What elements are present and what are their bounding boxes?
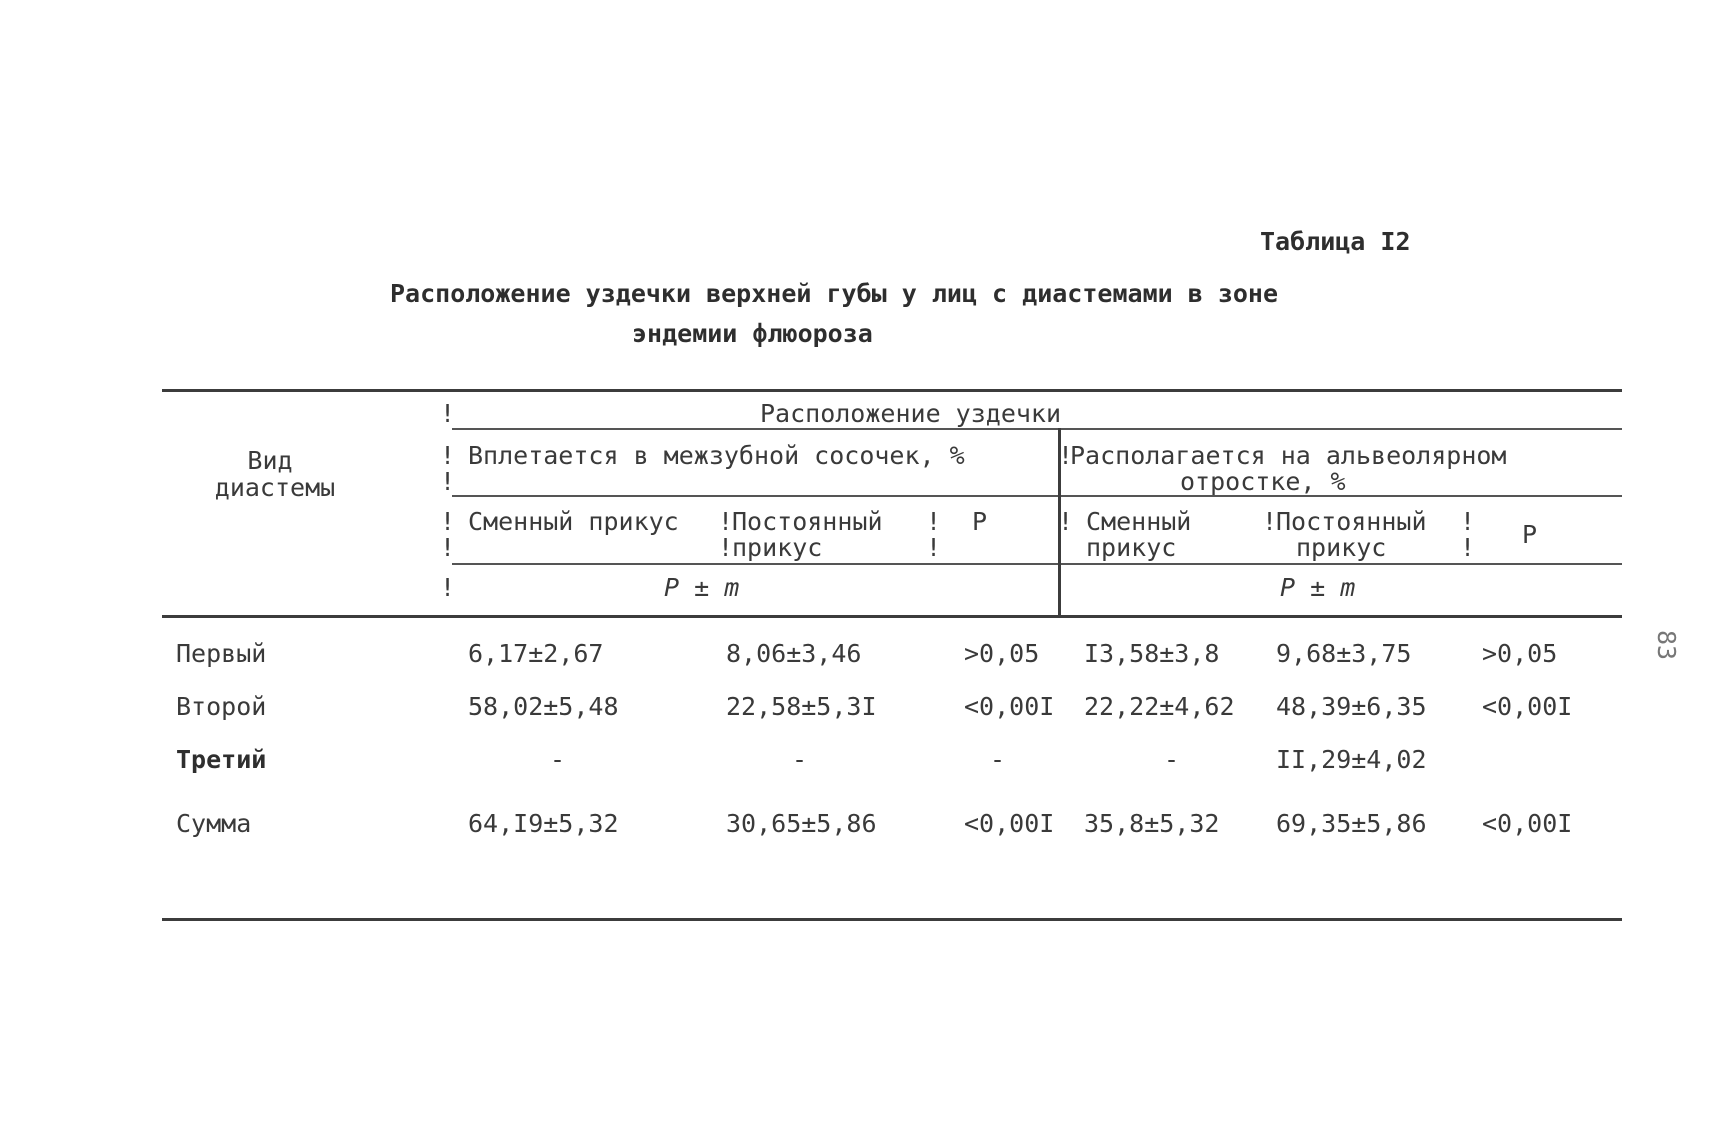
page-number: 83 — [1652, 630, 1681, 661]
table-cell: 48,39±6,35 — [1276, 692, 1427, 721]
table-cell: >0,05 — [1482, 639, 1558, 668]
table-cell: <0,00I — [964, 809, 1055, 838]
subgroup-header-rule — [452, 495, 1622, 497]
subgroup-header-right-line-2: отростке, % — [1180, 467, 1346, 496]
table-cell: 22,58±5,3I — [726, 692, 877, 721]
col-header-p-right: P — [1522, 520, 1538, 549]
stat-header-right: P ± m — [1280, 573, 1356, 602]
row-header-label-line-1: Вид — [247, 446, 293, 475]
table-cell: II,29±4,02 — [1276, 745, 1427, 774]
separator-mark: ! — [440, 467, 456, 496]
table-cell: 6,17±2,67 — [468, 639, 604, 668]
col-header-postoyanny-line-2: прикус — [732, 533, 823, 562]
table-cell: >0,05 — [964, 639, 1040, 668]
table-cell: 69,35±5,86 — [1276, 809, 1427, 838]
separator-mark: ! — [440, 399, 456, 428]
table-title-line-2: эндемии флюороза — [632, 319, 873, 348]
col-header-postoyanny2-line-2: прикус — [1296, 533, 1387, 562]
table-cell: <0,00I — [964, 692, 1055, 721]
table-cell: 64,I9±5,32 — [468, 809, 619, 838]
table-title-line-1: Расположение уздечки верхней губы у лиц с диастемами в зоне — [390, 279, 1279, 308]
table-row-name: Второй — [176, 692, 267, 721]
group-header-label: Расположение уздечки — [760, 399, 1062, 428]
table-row-name: Сумма — [176, 809, 252, 838]
header-bottom-rule — [162, 615, 1622, 618]
table-cell: 22,22±4,62 — [1084, 692, 1235, 721]
column-header-rule — [452, 563, 1622, 565]
table-cell: - — [1164, 745, 1180, 774]
table-row-name: Первый — [176, 639, 267, 668]
table-cell: - — [792, 745, 808, 774]
table-cell: 9,68±3,75 — [1276, 639, 1412, 668]
col-header-smenny2-line-1: Сменный — [1086, 507, 1192, 536]
table-label: Таблица I2 — [1260, 227, 1411, 256]
group-header-rule — [452, 428, 1622, 430]
table-cell: 58,02±5,48 — [468, 692, 619, 721]
table-top-rule — [162, 389, 1622, 392]
separator-mark: ! — [1262, 507, 1278, 536]
col-header-postoyanny2-line-1: Постоянный — [1276, 507, 1427, 536]
separator-mark: ! — [440, 441, 456, 470]
separator-mark: ! — [718, 533, 734, 562]
separator-mark: ! — [1058, 441, 1074, 470]
separator-mark: ! — [926, 507, 942, 536]
separator-mark: ! — [1460, 507, 1476, 536]
table-row-name: Третий — [176, 745, 267, 774]
table-cell: 30,65±5,86 — [726, 809, 877, 838]
separator-mark: ! — [926, 533, 942, 562]
table-cell: I3,58±3,8 — [1084, 639, 1220, 668]
table-cell: 8,06±3,46 — [726, 639, 862, 668]
separator-mark: ! — [718, 507, 734, 536]
subgroup-header-left: Вплетается в межзубной сосочек, % — [468, 441, 965, 470]
stat-header-left: P ± m — [664, 573, 740, 602]
col-header-smenny: Сменный прикус — [468, 507, 679, 536]
table-cell: <0,00I — [1482, 809, 1573, 838]
separator-mark: ! — [440, 533, 456, 562]
subgroup-header-right-line-1: Располагается на альвеолярном — [1070, 441, 1507, 470]
table-bottom-rule — [162, 918, 1622, 921]
separator-mark: ! — [440, 573, 456, 602]
table-cell: - — [550, 745, 566, 774]
table-cell: 35,8±5,32 — [1084, 809, 1220, 838]
table-cell: - — [990, 745, 1006, 774]
separator-mark: ! — [440, 507, 456, 536]
row-header-label-line-2: диастемы — [214, 473, 336, 502]
col-header-postoyanny-line-1: Постоянный — [732, 507, 883, 536]
separator-mark: ! — [1460, 533, 1476, 562]
separator-mark: ! — [1058, 507, 1074, 536]
col-header-p-left: P — [972, 507, 988, 536]
table-cell: <0,00I — [1482, 692, 1573, 721]
col-header-smenny2-line-2: прикус — [1086, 533, 1177, 562]
